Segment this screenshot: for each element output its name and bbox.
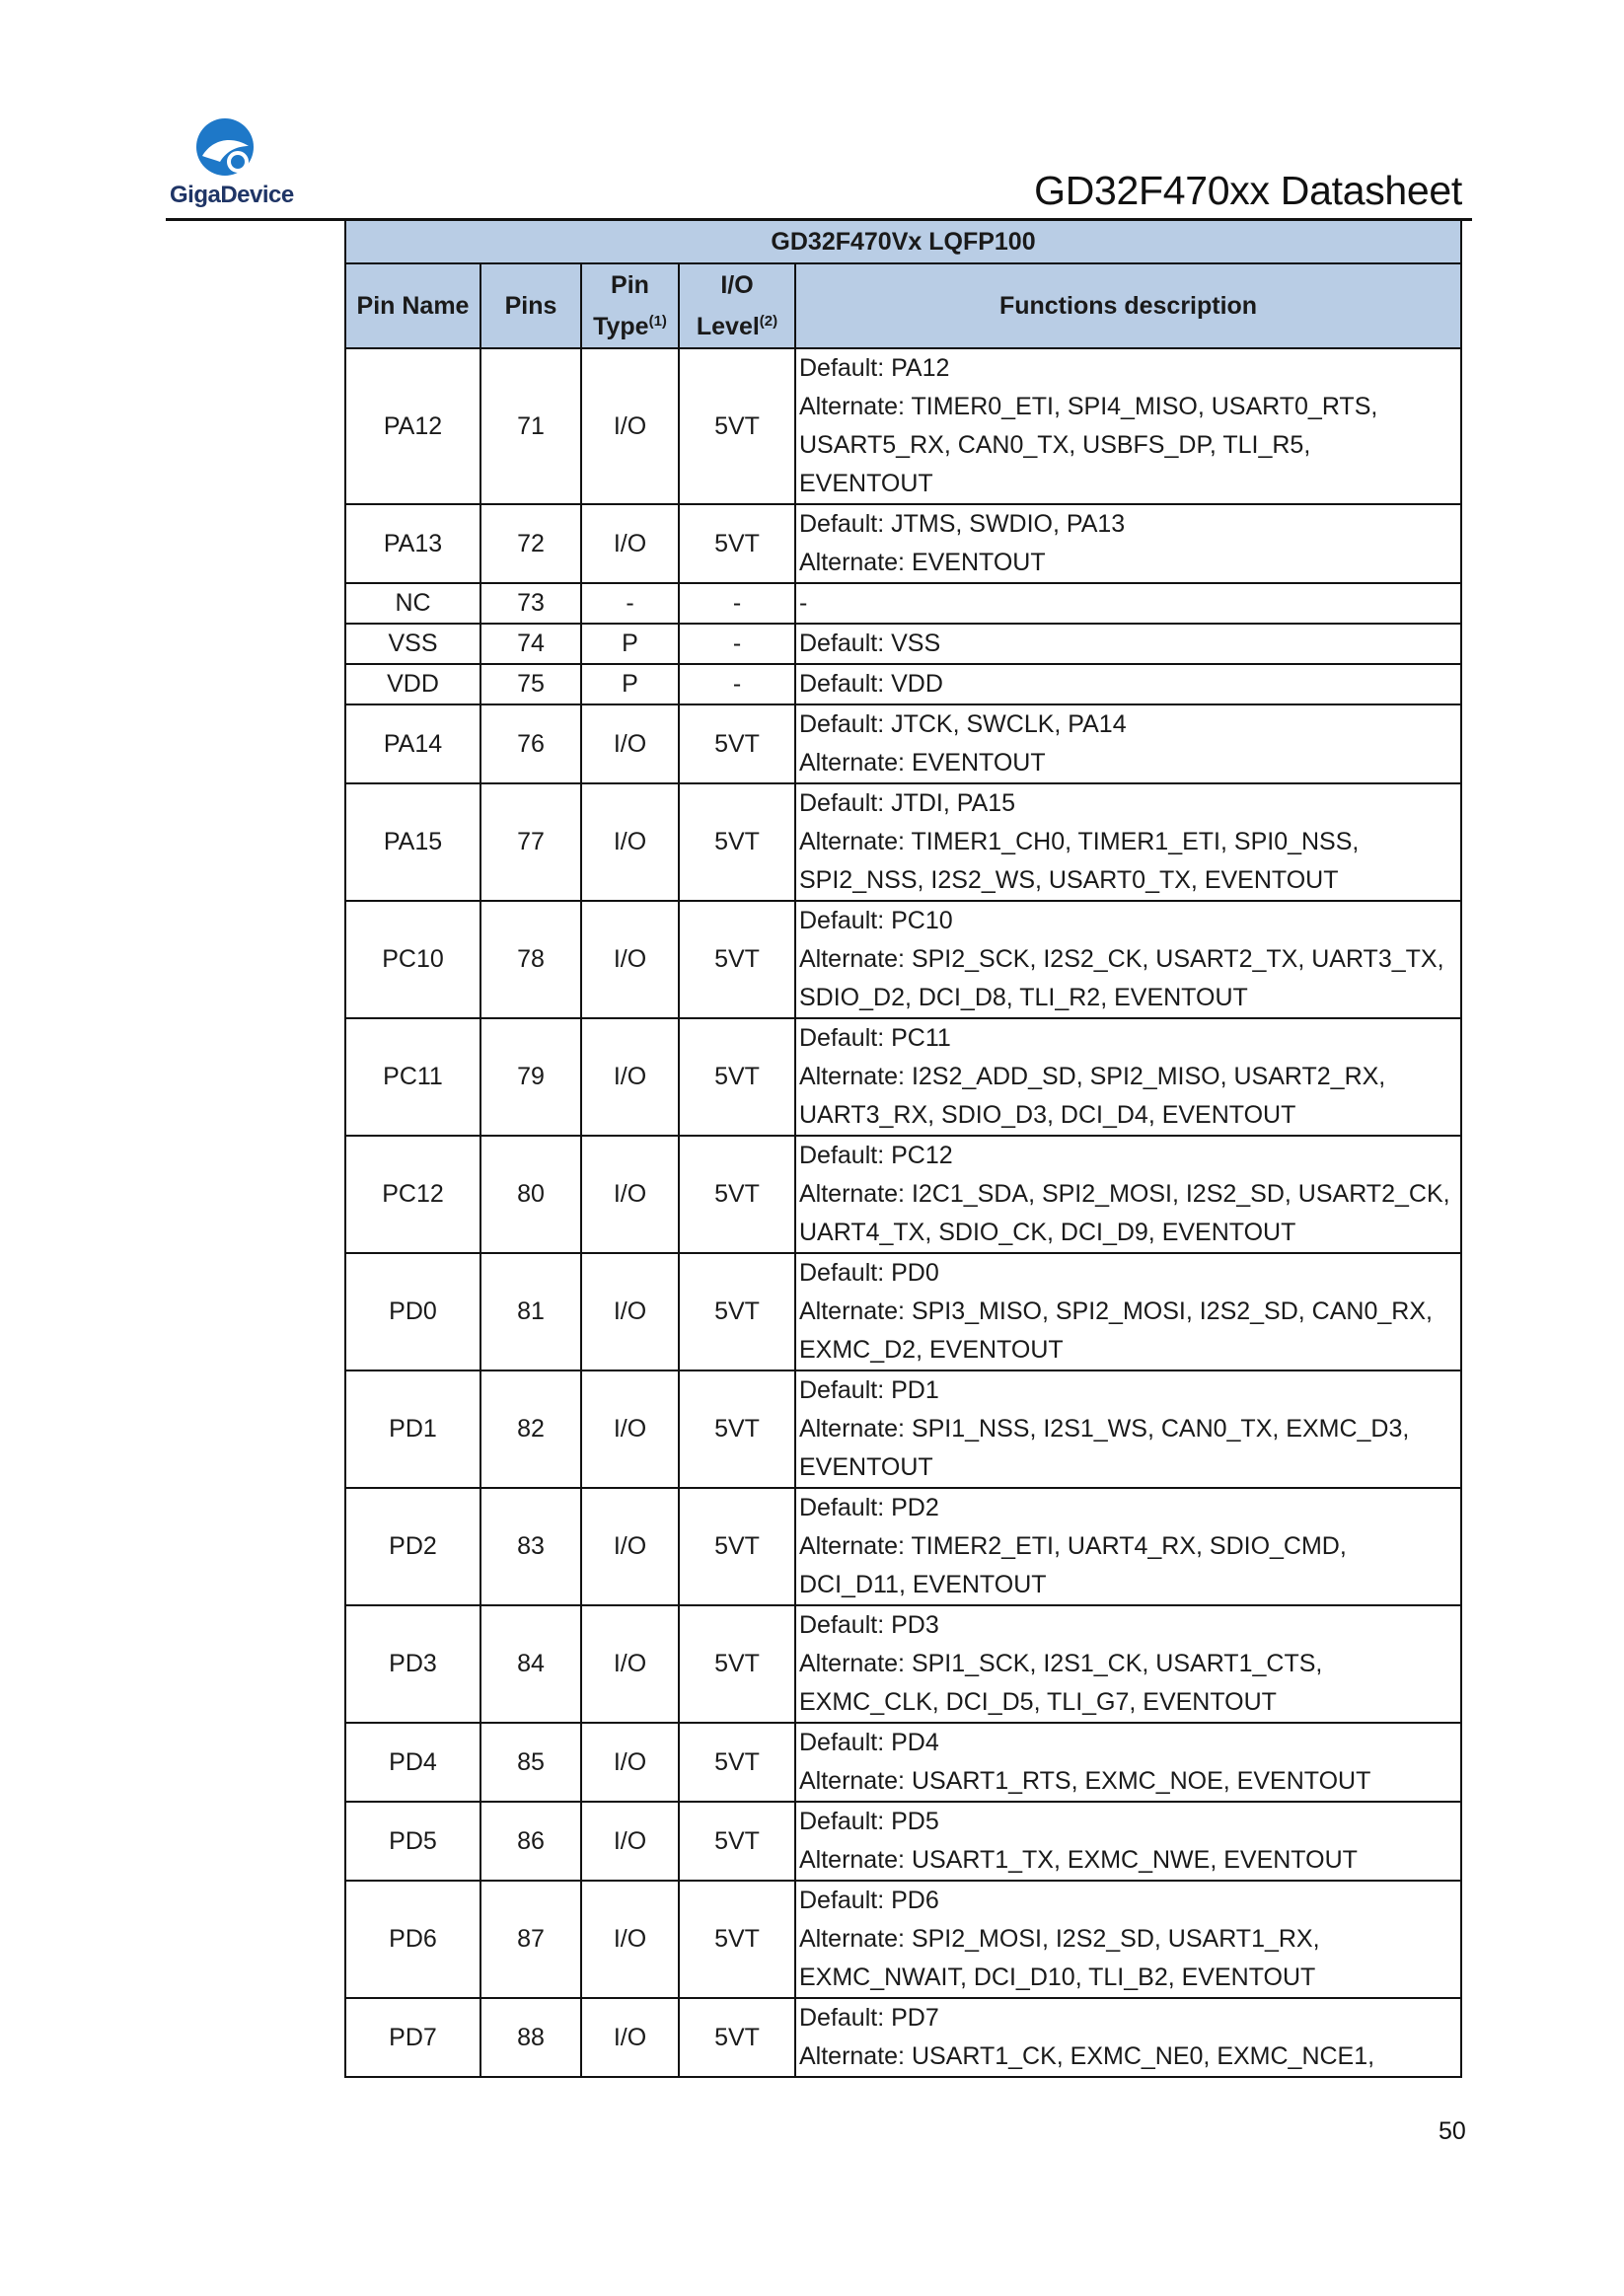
functions-description-cell (795, 1881, 1461, 1998)
pin-type-cell: I/O (581, 1488, 679, 1605)
description-line: Alternate: SPI1_SCK, I2S1_CK, USART1_CTS, (799, 1650, 1323, 1677)
pin-name-cell: PD5 (345, 1802, 480, 1881)
table-row (345, 1253, 1461, 1370)
description-line: Default: PD3 (799, 1611, 939, 1639)
description-line: USART5_RX, CAN0_TX, USBFS_DP, TLI_R5, (799, 431, 1311, 459)
pin-definition-table (344, 219, 1462, 2078)
functions-description-cell (795, 348, 1461, 504)
io-level-footnote-ref: (2) (759, 313, 778, 330)
description-line: EVENTOUT (799, 1453, 933, 1481)
pin-type-cell: I/O (581, 1018, 679, 1136)
description-line: EXMC_CLK, DCI_D5, TLI_G7, EVENTOUT (799, 1688, 1277, 1716)
description-line: Default: VDD (799, 670, 943, 698)
pin-type-cell: I/O (581, 1723, 679, 1802)
description-line: Alternate: TIMER0_ETI, SPI4_MISO, USART0_RTS, (799, 393, 1378, 420)
col-header-io-level (679, 263, 795, 348)
col-header-io-level-label: I/O Level (696, 271, 760, 340)
description-line: Alternate: TIMER1_CH0, TIMER1_ETI, SPI0_NSS, (799, 828, 1360, 855)
io-level-cell: 5VT (679, 1802, 795, 1881)
description-line: Default: PD4 (799, 1729, 939, 1756)
description-line: Alternate: USART1_RTS, EXMC_NOE, EVENTOUT (799, 1767, 1371, 1795)
pin-number-cell: 73 (480, 583, 581, 624)
description-line: Default: PC11 (799, 1024, 951, 1052)
pin-type-cell: P (581, 624, 679, 664)
table-row (345, 1488, 1461, 1605)
pin-name-cell: PD7 (345, 1998, 480, 2077)
pin-name-cell: PD2 (345, 1488, 480, 1605)
table-row (345, 1136, 1461, 1253)
col-header-pin-name: Pin Name (345, 263, 480, 348)
pin-type-cell: I/O (581, 348, 679, 504)
pin-name-cell: PD1 (345, 1370, 480, 1488)
io-level-cell: 5VT (679, 704, 795, 783)
pin-name-cell: VSS (345, 624, 480, 664)
pin-type-cell: I/O (581, 901, 679, 1018)
description-line: Alternate: TIMER2_ETI, UART4_RX, SDIO_CMD, (799, 1532, 1347, 1560)
table-row (345, 1802, 1461, 1881)
col-header-pin-type (581, 263, 679, 348)
pin-type-cell: I/O (581, 1605, 679, 1723)
pin-number-cell: 81 (480, 1253, 581, 1370)
pin-number-cell: 75 (480, 664, 581, 704)
pin-type-cell: I/O (581, 1370, 679, 1488)
pin-type-cell: I/O (581, 1253, 679, 1370)
io-level-cell: 5VT (679, 783, 795, 901)
col-header-pin-type-label: Pin Type (593, 271, 649, 340)
pin-number-cell: 86 (480, 1802, 581, 1881)
functions-description-cell (795, 624, 1461, 664)
pin-number-cell: 71 (480, 348, 581, 504)
io-level-cell: 5VT (679, 348, 795, 504)
functions-description-cell (795, 1802, 1461, 1881)
pin-name-cell: PA14 (345, 704, 480, 783)
document-title: GD32F470xx Datasheet (1034, 168, 1462, 213)
description-line: Default: PD5 (799, 1808, 939, 1835)
description-line: - (799, 589, 808, 617)
table-header-row (345, 263, 1461, 348)
description-line: Alternate: SPI3_MISO, SPI2_MOSI, I2S2_SD, CAN0_RX, (799, 1297, 1433, 1325)
pin-type-cell: I/O (581, 1881, 679, 1998)
pin-number-cell: 77 (480, 783, 581, 901)
description-line: UART3_RX, SDIO_D3, DCI_D4, EVENTOUT (799, 1101, 1296, 1129)
functions-description-cell (795, 1136, 1461, 1253)
pin-name-cell: PD4 (345, 1723, 480, 1802)
table-title: GD32F470Vx LQFP100 (345, 220, 1461, 263)
pin-number-cell: 87 (480, 1881, 581, 1998)
io-level-cell: 5VT (679, 1881, 795, 1998)
pin-name-cell: PD0 (345, 1253, 480, 1370)
io-level-cell: - (679, 664, 795, 704)
logo-text: GigaDevice (170, 182, 294, 208)
pin-name-cell: NC (345, 583, 480, 624)
gigadevice-logo-icon (193, 116, 257, 180)
table-row (345, 1605, 1461, 1723)
pin-type-footnote-ref: (1) (648, 313, 667, 330)
table-row (345, 901, 1461, 1018)
description-line: Alternate: EVENTOUT (799, 749, 1046, 777)
pin-name-cell: PA15 (345, 783, 480, 901)
pin-name-cell: PA13 (345, 504, 480, 583)
pin-number-cell: 80 (480, 1136, 581, 1253)
description-line: Alternate: SPI2_SCK, I2S2_CK, USART2_TX, UART3_TX, (799, 945, 1444, 973)
pin-number-cell: 83 (480, 1488, 581, 1605)
description-line: EXMC_NWAIT, DCI_D10, TLI_B2, EVENTOUT (799, 1963, 1316, 1991)
functions-description-cell (795, 783, 1461, 901)
table-title-row (345, 220, 1461, 263)
description-line: Default: PA12 (799, 354, 950, 382)
io-level-cell: 5VT (679, 1018, 795, 1136)
description-line: Alternate: I2C1_SDA, SPI2_MOSI, I2S2_SD, USART2_CK, (799, 1180, 1450, 1208)
description-line: Alternate: SPI1_NSS, I2S1_WS, CAN0_TX, EXMC_D3, (799, 1415, 1410, 1443)
io-level-cell: - (679, 624, 795, 664)
col-header-functions: Functions description (795, 263, 1461, 348)
table-row (345, 624, 1461, 664)
pin-type-cell: - (581, 583, 679, 624)
pin-name-cell: VDD (345, 664, 480, 704)
description-line: Default: PD7 (799, 2004, 939, 2032)
description-line: Default: JTCK, SWCLK, PA14 (799, 710, 1127, 738)
pin-number-cell: 82 (480, 1370, 581, 1488)
page-number: 50 (1439, 2117, 1466, 2145)
functions-description-cell (795, 1605, 1461, 1723)
pin-number-cell: 88 (480, 1998, 581, 2077)
functions-description-cell (795, 1370, 1461, 1488)
functions-description-cell (795, 1488, 1461, 1605)
io-level-cell: 5VT (679, 1136, 795, 1253)
description-line: Default: VSS (799, 630, 941, 657)
io-level-cell: 5VT (679, 1605, 795, 1723)
table-row (345, 504, 1461, 583)
pin-type-cell: I/O (581, 1802, 679, 1881)
functions-description-cell (795, 704, 1461, 783)
functions-description-cell (795, 1998, 1461, 2077)
functions-description-cell (795, 504, 1461, 583)
pin-number-cell: 74 (480, 624, 581, 664)
pin-type-cell: I/O (581, 1136, 679, 1253)
pin-number-cell: 85 (480, 1723, 581, 1802)
table-row (345, 1881, 1461, 1998)
description-line: Default: PD6 (799, 1887, 939, 1914)
pin-type-cell: I/O (581, 1998, 679, 2077)
pin-name-cell: PC10 (345, 901, 480, 1018)
pin-type-cell: P (581, 664, 679, 704)
description-line: Default: PD1 (799, 1376, 939, 1404)
description-line: Alternate: I2S2_ADD_SD, SPI2_MISO, USART2_RX, (799, 1063, 1386, 1090)
functions-description-cell (795, 1723, 1461, 1802)
io-level-cell: 5VT (679, 1370, 795, 1488)
pin-name-cell: PC12 (345, 1136, 480, 1253)
description-line: EVENTOUT (799, 470, 933, 497)
pin-type-cell: I/O (581, 504, 679, 583)
functions-description-cell (795, 901, 1461, 1018)
description-line: Alternate: EVENTOUT (799, 549, 1046, 576)
pin-name-cell: PD3 (345, 1605, 480, 1723)
gigadevice-logo (166, 116, 304, 215)
io-level-cell: - (679, 583, 795, 624)
io-level-cell: 5VT (679, 1488, 795, 1605)
description-line: SDIO_D2, DCI_D8, TLI_R2, EVENTOUT (799, 984, 1248, 1011)
table-row (345, 348, 1461, 504)
io-level-cell: 5VT (679, 504, 795, 583)
pin-name-cell: PD6 (345, 1881, 480, 1998)
pin-number-cell: 76 (480, 704, 581, 783)
table-row (345, 1370, 1461, 1488)
io-level-cell: 5VT (679, 1998, 795, 2077)
description-line: UART4_TX, SDIO_CK, DCI_D9, EVENTOUT (799, 1219, 1296, 1246)
pin-number-cell: 72 (480, 504, 581, 583)
io-level-cell: 5VT (679, 901, 795, 1018)
pin-name-cell: PA12 (345, 348, 480, 504)
io-level-cell: 5VT (679, 1723, 795, 1802)
functions-description-cell (795, 664, 1461, 704)
description-line: Default: PC10 (799, 907, 953, 934)
col-header-pins: Pins (480, 263, 581, 348)
pin-number-cell: 78 (480, 901, 581, 1018)
description-line: Default: JTMS, SWDIO, PA13 (799, 510, 1126, 538)
description-line: Alternate: USART1_CK, EXMC_NE0, EXMC_NCE1, (799, 2042, 1375, 2070)
table-row (345, 583, 1461, 624)
description-line: Default: PC12 (799, 1142, 953, 1169)
description-line: Default: PD2 (799, 1494, 939, 1521)
description-line: SPI2_NSS, I2S2_WS, USART0_TX, EVENTOUT (799, 866, 1339, 894)
functions-description-cell (795, 1018, 1461, 1136)
description-line: Default: JTDI, PA15 (799, 789, 1016, 817)
description-line: Default: PD0 (799, 1259, 939, 1287)
table-row (345, 783, 1461, 901)
io-level-cell: 5VT (679, 1253, 795, 1370)
pin-name-cell: PC11 (345, 1018, 480, 1136)
pin-type-cell: I/O (581, 704, 679, 783)
table-row (345, 1018, 1461, 1136)
table-row (345, 1998, 1461, 2077)
pin-type-cell: I/O (581, 783, 679, 901)
table-row (345, 704, 1461, 783)
table-row (345, 1723, 1461, 1802)
functions-description-cell (795, 583, 1461, 624)
description-line: EXMC_D2, EVENTOUT (799, 1336, 1064, 1364)
pin-number-cell: 84 (480, 1605, 581, 1723)
pin-number-cell: 79 (480, 1018, 581, 1136)
table-row (345, 664, 1461, 704)
description-line: Alternate: SPI2_MOSI, I2S2_SD, USART1_RX, (799, 1925, 1320, 1953)
functions-description-cell (795, 1253, 1461, 1370)
table-body (345, 348, 1461, 2077)
description-line: Alternate: USART1_TX, EXMC_NWE, EVENTOUT (799, 1846, 1358, 1874)
description-line: DCI_D11, EVENTOUT (799, 1571, 1047, 1598)
